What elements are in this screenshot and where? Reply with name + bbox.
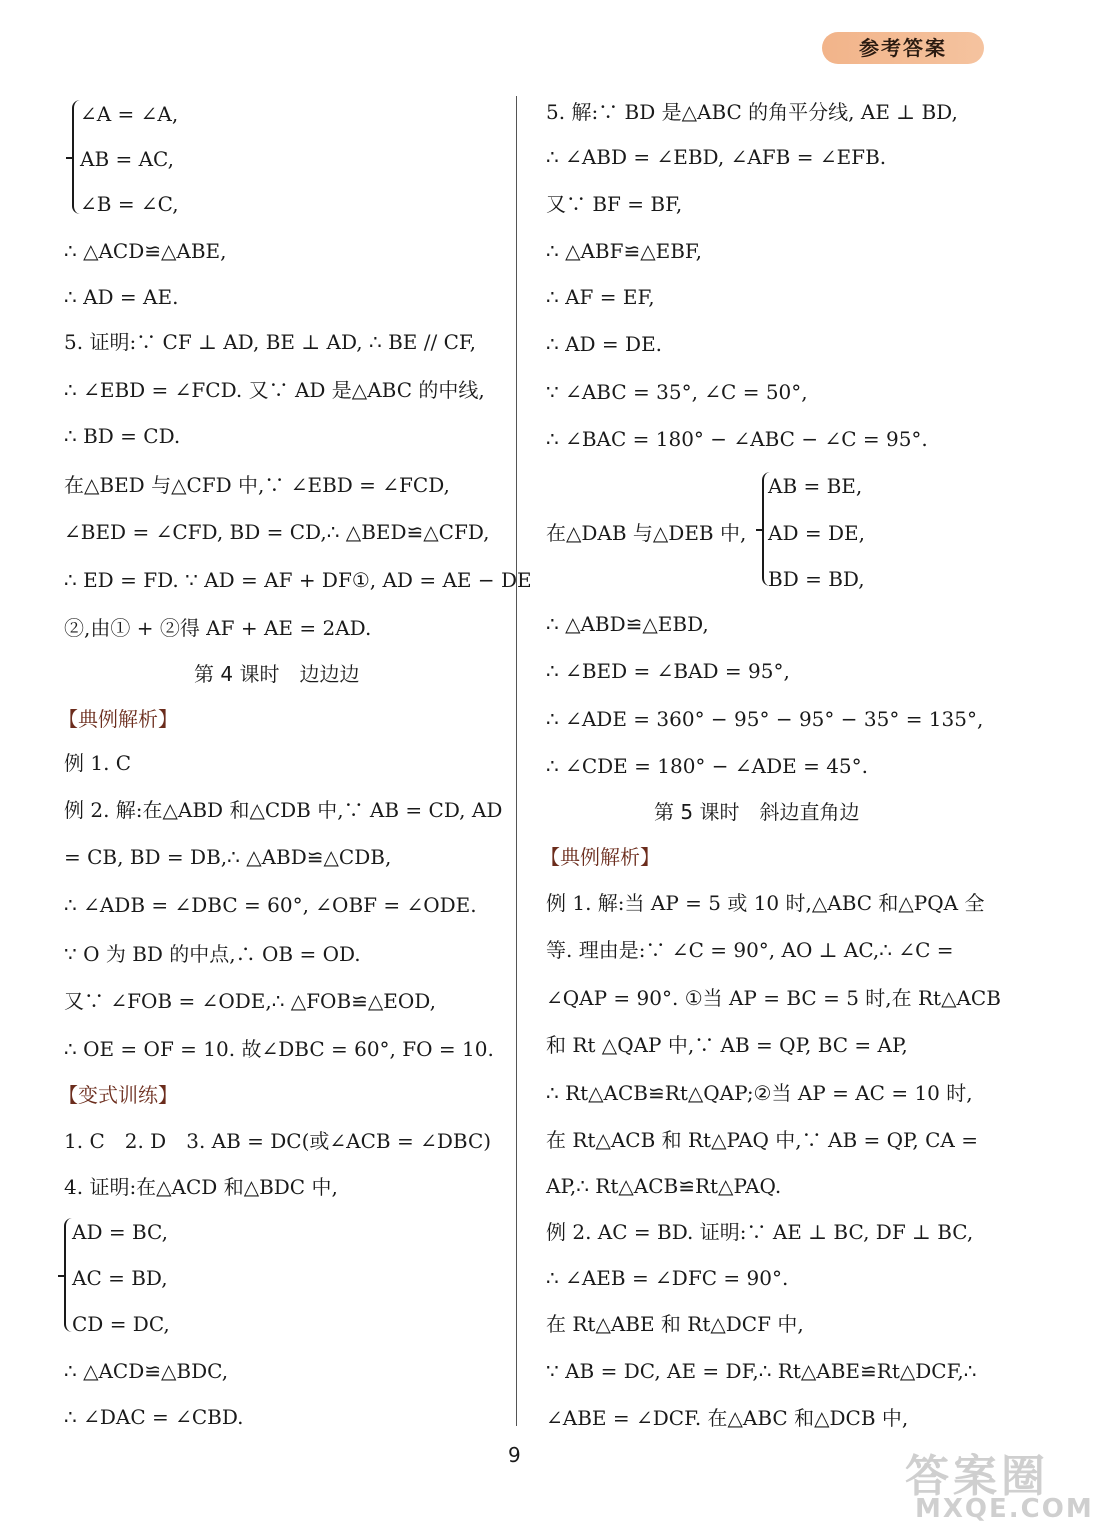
section-heading: 【典例解析】 <box>540 845 660 869</box>
page-number: 9 <box>508 1443 521 1467</box>
text-line: ∵ AB = DC, AE = DF,∴ Rt△ABE≌Rt△DCF,∴ <box>546 1359 977 1383</box>
text-line: ∴ △ACD≌△BDC, <box>64 1359 229 1383</box>
text-line: 在 Rt△ACB 和 Rt△PAQ 中,∵ AB = QP, CA = <box>546 1128 978 1152</box>
text-line: ∴ AF = EF, <box>546 285 655 309</box>
text-line: ∴ ∠CDE = 180° − ∠ADE = 45°. <box>546 754 869 778</box>
brace-line: AD = DE, <box>768 521 865 545</box>
system-brace <box>72 100 80 214</box>
text-line: ∴ ∠ADB = ∠DBC = 60°, ∠OBF = ∠ODE. <box>64 893 477 917</box>
text-line: 等. 理由是:∵ ∠C = 90°, AO ⊥ AC,∴ ∠C = <box>546 938 954 962</box>
text-line: ∠ABE = ∠DCF. 在△ABC 和△DCB 中, <box>546 1406 909 1430</box>
watermark-text: 答案圈 <box>905 1451 1049 1502</box>
text-line: ∴ ∠BAC = 180° − ∠ABC − ∠C = 95°. <box>546 427 928 451</box>
text-line: 例 2. AC = BD. 证明:∵ AE ⊥ BC, DF ⊥ BC, <box>546 1220 974 1244</box>
system-brace <box>64 1218 72 1332</box>
watermark <box>905 1440 1094 1530</box>
text-line: ∴ △ABF≌△EBF, <box>546 239 703 263</box>
text-line: 在△DAB 与△DEB 中, <box>546 521 747 545</box>
section-heading: 【变式训练】 <box>58 1083 178 1107</box>
watermark-url: MXQE.COM <box>915 1494 1094 1524</box>
brace-line: ∠B = ∠C, <box>80 192 179 216</box>
brace-line: AB = AC, <box>80 147 175 171</box>
text-line: ②,由① + ②得 AF + AE = 2AD. <box>64 616 372 640</box>
brace-line: BD = BD, <box>768 567 865 591</box>
text-line: ∴ ∠BED = ∠BAD = 95°, <box>546 659 790 683</box>
section-title: 第 5 课时 斜边直角边 <box>654 800 860 824</box>
text-line: ∵ ∠ABC = 35°, ∠C = 50°, <box>546 380 808 404</box>
text-line: 在△BED 与△CFD 中,∵ ∠EBD = ∠FCD, <box>64 473 450 497</box>
section-title: 第 4 课时 边边边 <box>194 662 360 686</box>
text-line: ∴ △ACD≌△ABE, <box>64 239 227 263</box>
answer-key-badge: 参考答案 <box>822 32 984 64</box>
text-line: ∴ ∠AEB = ∠DFC = 90°. <box>546 1266 789 1290</box>
text-line: ∴ ED = FD. ∵ AD = AF + DF①, AD = AE − DE <box>64 568 532 592</box>
text-line: ∠QAP = 90°. ①当 AP = BC = 5 时,在 Rt△ACB <box>546 986 1001 1010</box>
text-line: 和 Rt △QAP 中,∵ AB = QP, BC = AP, <box>546 1033 908 1057</box>
section-heading: 【典例解析】 <box>58 707 178 731</box>
text-line: 在 Rt△ABE 和 Rt△DCF 中, <box>546 1312 804 1336</box>
text-line: ∴ Rt△ACB≌Rt△QAP;②当 AP = AC = 10 时, <box>546 1081 973 1105</box>
text-line: ∴ △ABD≌△EBD, <box>546 612 709 636</box>
text-line: ∴ AD = AE. <box>64 285 179 309</box>
text-line: 又∵ ∠FOB = ∠ODE,∴ △FOB≌△EOD, <box>64 989 436 1013</box>
text-line: 1. C 2. D 3. AB = DC(或∠ACB = ∠DBC) <box>64 1129 492 1153</box>
text-line: AP,∴ Rt△ACB≌Rt△PAQ. <box>546 1174 782 1198</box>
text-line: 例 1. C <box>64 751 132 775</box>
text-line: ∴ ∠EBD = ∠FCD. 又∵ AD 是△ABC 的中线, <box>64 378 485 402</box>
text-line: 5. 证明:∵ CF ⊥ AD, BE ⊥ AD, ∴ BE // CF, <box>64 330 477 354</box>
text-line: ∵ O 为 BD 的中点,∴ OB = OD. <box>64 942 361 966</box>
text-line: ∴ ∠DAC = ∠CBD. <box>64 1405 244 1429</box>
brace-line: AD = BC, <box>72 1220 168 1244</box>
text-line: ∴ BD = CD. <box>64 424 181 448</box>
text-line: ∴ AD = DE. <box>546 332 663 356</box>
text-line: ∴ ∠ABD = ∠EBD, ∠AFB = ∠EFB. <box>546 145 887 169</box>
text-line: 4. 证明:在△ACD 和△BDC 中, <box>64 1175 338 1199</box>
text-line: ∠BED = ∠CFD, BD = CD,∴ △BED≌△CFD, <box>64 520 490 544</box>
brace-line: AB = BE, <box>768 474 863 498</box>
text-line: 例 1. 解:当 AP = 5 或 10 时,△ABC 和△PQA 全 <box>546 891 985 915</box>
text-line: ∴ OE = OF = 10. 故∠DBC = 60°, FO = 10. <box>64 1037 494 1061</box>
text-line: ∴ ∠ADE = 360° − 95° − 95° − 35° = 135°, <box>546 707 984 731</box>
text-line: 又∵ BF = BF, <box>546 192 683 216</box>
column-divider <box>516 96 517 1426</box>
text-line: 例 2. 解:在△ABD 和△CDB 中,∵ AB = CD, AD <box>64 798 503 822</box>
brace-line: ∠A = ∠A, <box>80 102 179 126</box>
text-line: 5. 解:∵ BD 是△ABC 的角平分线, AE ⊥ BD, <box>546 100 958 124</box>
brace-line: AC = BD, <box>72 1266 168 1290</box>
text-line: = CB, BD = DB,∴ △ABD≌△CDB, <box>64 845 392 869</box>
brace-line: CD = DC, <box>72 1312 170 1336</box>
